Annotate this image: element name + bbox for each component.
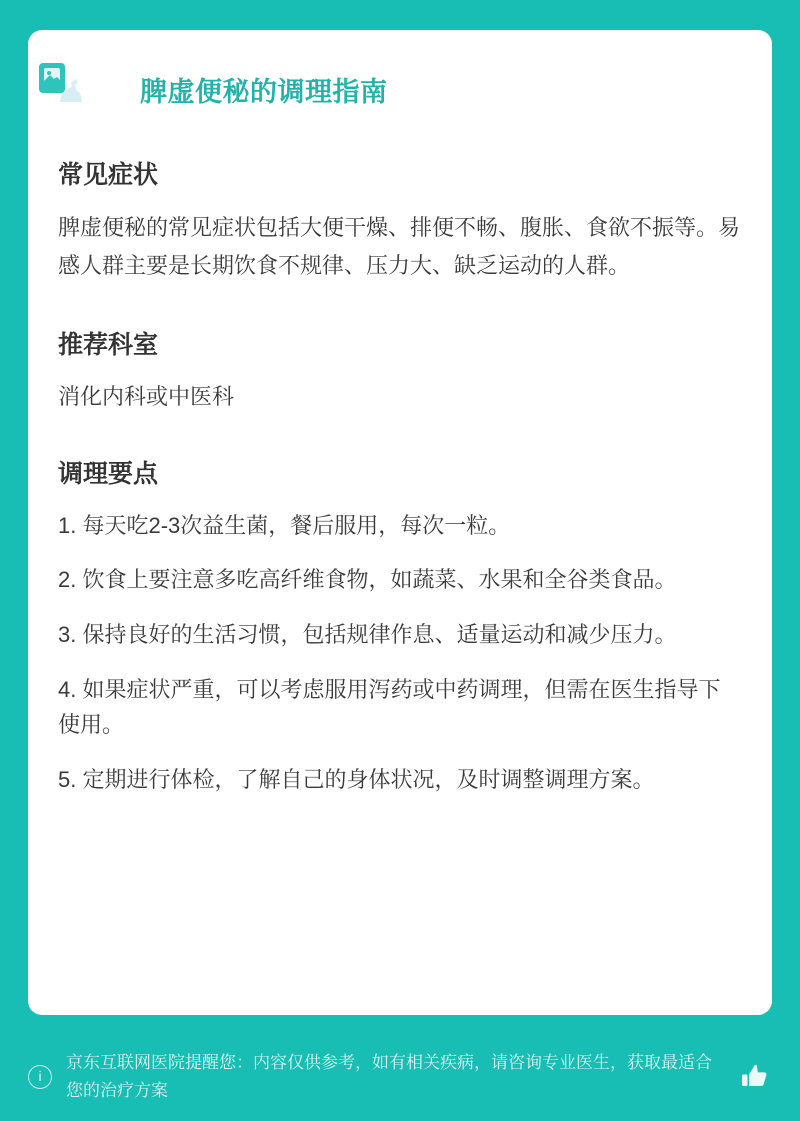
- section-heading-department: 推荐科室: [58, 330, 159, 359]
- thumbs-up-icon[interactable]: [738, 1060, 772, 1094]
- section-text-department: 消化内科或中医科: [58, 383, 235, 409]
- section-heading-symptoms: 常见症状: [58, 161, 159, 189]
- footer-text: 京东互联网医院提醒您：内容仅供参考，如有相关疾病，请咨询专业医生，获取最适合您的治疗方案: [66, 1052, 712, 1100]
- section-heading-key-points: 调理要点: [58, 459, 159, 488]
- list-item: 1. 每天吃2-3次益生菌，餐后服用，每次一粒。: [58, 512, 511, 538]
- info-icon: i: [28, 1065, 52, 1089]
- list-item: 5. 定期进行体检，了解自己的身体状况，及时调整调理方案。: [58, 766, 655, 792]
- list-item: 4. 如果症状严重，可以考虑服用泻药或中药调理，但需在医生指导下使用。: [58, 676, 721, 738]
- section-text-symptoms: 脾虚便秘的常见症状包括大便干燥、排便不畅、腹胀、食欲不振等。易感人群主要是长期饮食不规律、压力大、缺乏运动的人群。: [58, 215, 741, 278]
- content-card: [28, 30, 772, 1015]
- document-image-icon: [36, 58, 82, 104]
- key-points-list: [58, 508, 742, 798]
- footer-disclaimer: [28, 1049, 772, 1105]
- list-item: 2. 饮食上要注意多吃高纤维食物，如蔬菜、水果和全谷类食品。: [58, 567, 677, 593]
- page-title: 脾虚便秘的调理指南: [140, 77, 388, 107]
- list-item: 3. 保持良好的生活习惯，包括规律作息、适量运动和减少压力。: [58, 622, 677, 648]
